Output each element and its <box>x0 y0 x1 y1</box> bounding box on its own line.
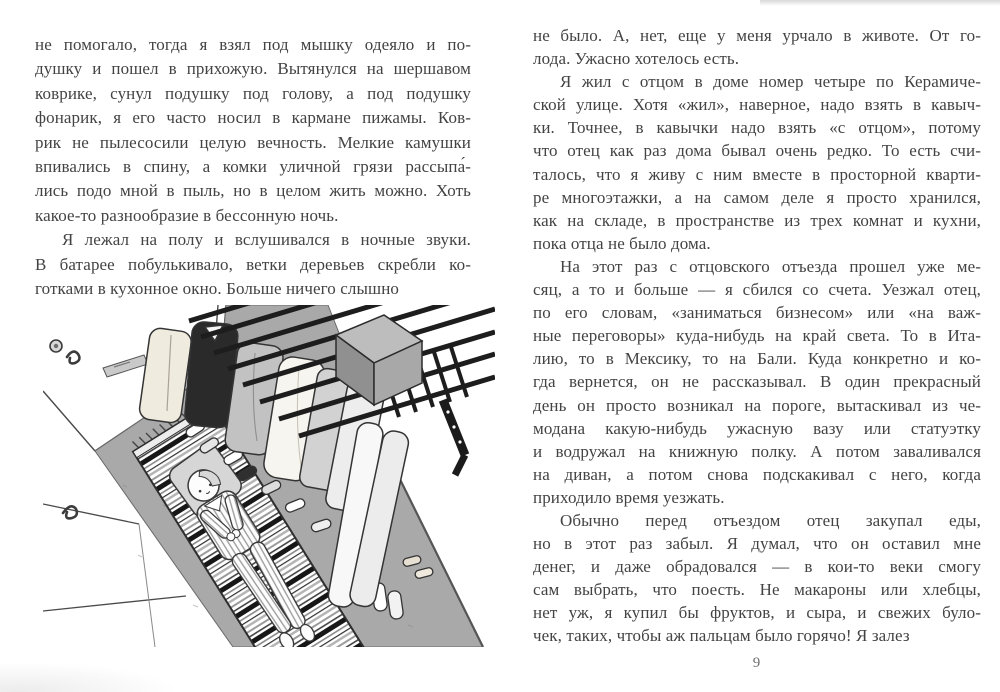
text-line: нет уж, я купил бы фруктов, и сыра, и свежих було- <box>533 603 981 623</box>
left-page <box>35 33 471 301</box>
hallway-illustration <box>43 305 495 647</box>
text-line: но в этот раз забыл. Я думал, что он оставил мне <box>533 534 981 554</box>
text-line: ской улице. Хотя «жил», наверное, надо взять в кавыч- <box>533 95 981 115</box>
text-line: модана какую-нибудь ужасную вазу или статуэтку <box>533 418 981 438</box>
text-line: лись подо мной в пыль, но в целом жить можно. Хоть <box>35 181 471 201</box>
peephole-center <box>54 344 58 348</box>
right-page <box>533 24 981 648</box>
photo-edge-shadow-bottom-left <box>0 662 180 692</box>
text-line: фонарик, я его часто носил в кармане пижамы. Ков- <box>35 108 471 128</box>
text-line: не помогало, тогда я взял под мышку одеяло и по- <box>35 35 471 54</box>
photo-edge-shadow-top <box>760 0 1000 6</box>
text-line: на диван, а потом снова подскакивал с него, когда <box>533 464 981 484</box>
text-line: приходило время уезжать. <box>533 487 725 507</box>
text-line: сам выбрать, что поесть. Не макароны или хлебцы, <box>533 580 981 600</box>
text-line: денег, и даже обрадовался — в кои-то веки смогу <box>533 557 981 577</box>
text-line: день он просто возникал на пороге, вытаскивал из че- <box>533 395 981 415</box>
text-line: Обычно перед отъездом отец закупал еды, <box>560 510 981 530</box>
text-line: рик не пылесосили целую вечность. Мелкие камушки <box>35 132 471 152</box>
text-line: по его словам, «заниматься бизнесом» или «на важ- <box>533 303 981 323</box>
text-line: Я лежал на полу и вслушивался в ночные звуки. <box>62 230 471 250</box>
text-line: какое-то разнообразие в бессонную ночь. <box>35 205 339 225</box>
text-line: как на складе, в пространстве из трех комнат и кухни, <box>533 210 981 230</box>
text-line: лода. Ужасно хотелось есть. <box>533 49 740 69</box>
text-line: Я жил с отцом в доме номер четыре по Керамиче- <box>560 72 981 92</box>
text-line: гда вернется, он не рассказывал. В один прекрасный <box>533 372 981 392</box>
text-line: душку и пошел в прихожую. Вытянулся на шершавом <box>35 59 471 79</box>
text-line: и водружал на книжную полку. А потом заваливался <box>533 441 981 461</box>
paragraph <box>533 255 981 509</box>
text-line: не было. А, нет, еще у меня урчало в животе. От го- <box>533 26 981 45</box>
text-line: На этот раз с отцовского отъезда прошел уже ме- <box>560 256 981 276</box>
paragraph <box>533 70 981 255</box>
text-line: ре многоэтажки, а на самом деле я просто хранился, <box>533 187 981 207</box>
paragraph <box>35 33 471 228</box>
text-line: В батарее побулькивало, ветки деревьев скребли ко- <box>35 254 471 274</box>
text-line: впивались в спину, а комки уличной грязи рассыпа́- <box>35 157 471 177</box>
text-line: готками в кухонное окно. Больше ничего слышно <box>35 279 399 299</box>
paragraph <box>35 228 471 301</box>
text-line: чек, таких, чтобы аж пальцам было горячо! Я залез <box>533 626 910 646</box>
door-nameplate <box>103 355 148 377</box>
door-handle-icon <box>67 352 79 364</box>
text-line: ки. Точнее, в кавычки надо взять «с отцом», потому <box>533 118 981 138</box>
text-line: ные переговоры» куда-нибудь на край света. То в Ита- <box>533 326 981 346</box>
text-line: талось, что я живу с ним вместе в просторной кварти- <box>533 164 981 184</box>
paragraph <box>533 509 981 648</box>
text-line: что отец как раз дома бывал очень редко. То есть счи- <box>533 141 981 161</box>
paragraph <box>533 24 981 70</box>
text-line: пока отца не было дома. <box>533 233 711 253</box>
text-line: сяц, а то и больше — я сбился со счета. Уезжал отец, <box>533 280 981 300</box>
text-line: коврике, сунул подушку под голову, а под подушку <box>35 83 471 103</box>
shelf-bracket <box>443 400 465 475</box>
page-number: 9 <box>752 655 762 671</box>
text-line: лию, то в Мексику, то на Бали. Куда конкретно и ко- <box>533 349 981 369</box>
